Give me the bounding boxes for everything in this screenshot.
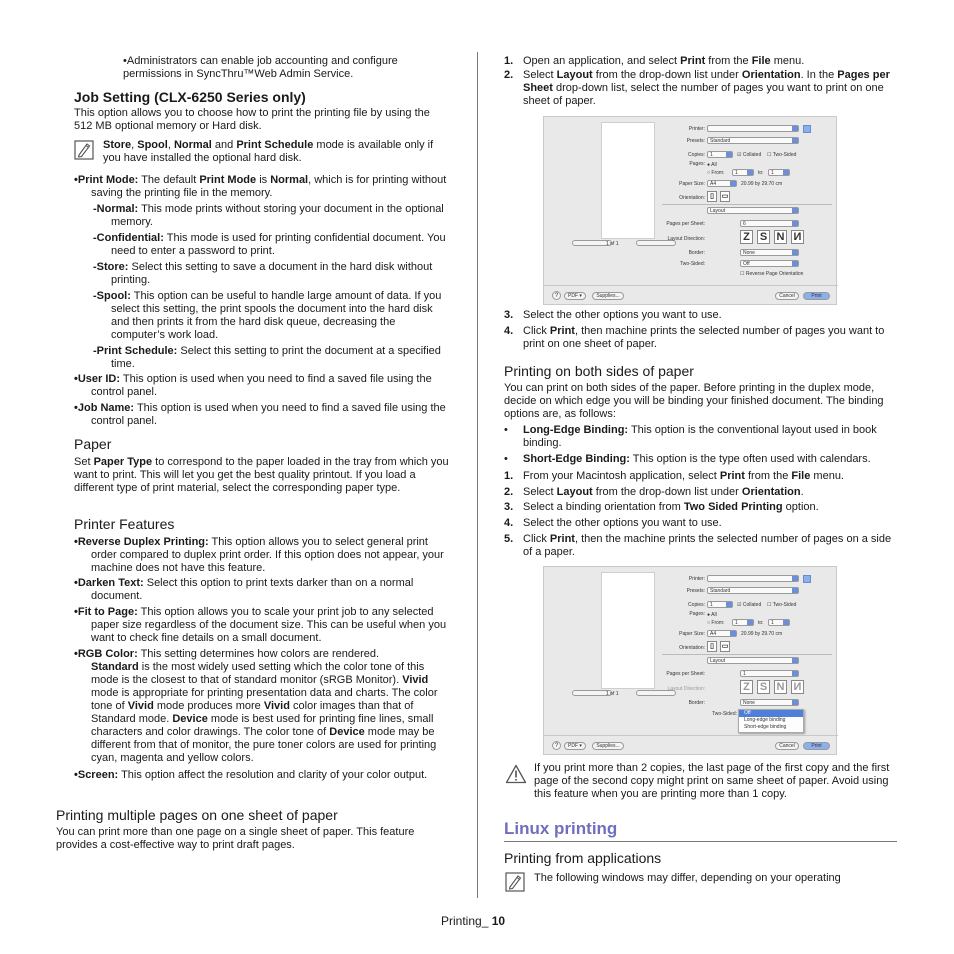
step-b-3: 3. Select the other options you want to use. bbox=[504, 309, 722, 321]
paper-dimensions-2: 20.99 by 29.70 cm bbox=[741, 631, 783, 637]
reverse-orientation-checkbox: ☐ Reverse Page Orientation bbox=[740, 271, 804, 277]
job-name-item: •Job Name: This option is used when you need to find a saved file using the control panel. bbox=[74, 402, 446, 427]
menu-off: Off bbox=[739, 710, 803, 717]
spool-item: -Spool: This option can be useful to handle large amount of data. If you select this setting, the print spools the document into the hard disk and then prints it from the hard disk queue, decreasing the computer’s work load. bbox=[93, 290, 442, 341]
border-select: None bbox=[740, 249, 799, 256]
duplex-heading: Printing on both sides of paper bbox=[504, 363, 694, 379]
linux-heading-rule bbox=[504, 841, 897, 842]
step-c-2: 2. Select Layout from the drop-down list under Orientation. bbox=[504, 486, 804, 498]
border-select-2: None bbox=[740, 699, 799, 706]
multi-pages-heading: Printing multiple pages on one sheet of paper bbox=[56, 807, 338, 823]
page-preview-2 bbox=[601, 572, 655, 689]
copies-field-2: 1 bbox=[707, 601, 733, 608]
pages-from-radio: ○ From: bbox=[707, 170, 725, 176]
from-field: 1 bbox=[732, 169, 754, 176]
print-button: Print bbox=[803, 292, 830, 300]
job-setting-heading: Job Setting (CLX-6250 Series only) bbox=[74, 89, 306, 105]
direction-u-icon-2: И bbox=[791, 680, 804, 694]
direction-z-icon-2: Z bbox=[740, 680, 753, 694]
two-sided-label: Two-Sided: bbox=[679, 261, 705, 267]
cancel-button-2: Cancel bbox=[775, 742, 799, 750]
help-button: ? bbox=[552, 291, 561, 300]
pps-select: 6 bbox=[740, 220, 799, 227]
pages-all-radio: ● All bbox=[707, 162, 717, 168]
page-counter: 1 of 1 bbox=[606, 241, 619, 247]
fit-to-page-item: •Fit to Page: This option allows you to scale your print job to any selected paper size regardless of the document size. This can be useful when you want to check fine details on a small document. bbox=[74, 606, 447, 644]
printer-label-2: Printer: bbox=[688, 576, 705, 582]
presets-label-2: Presets: bbox=[686, 588, 705, 594]
paper-size-label-2: Paper Size: bbox=[679, 631, 705, 637]
print-dialog-duplex-screenshot bbox=[543, 566, 837, 755]
page-footer: Printing_ 10 bbox=[441, 914, 506, 928]
page-preview bbox=[601, 122, 655, 239]
help-button-2: ? bbox=[552, 741, 561, 750]
to-label-2: to: bbox=[758, 620, 764, 626]
note-icon bbox=[505, 872, 525, 892]
direction-n-icon-2: N bbox=[774, 680, 787, 694]
store-item: -Store: Select this setting to save a document in the hard disk without printing. bbox=[93, 261, 433, 286]
normal-item: -Normal: This mode prints without storing your document in the optional memory. bbox=[93, 203, 444, 228]
expand-button-2 bbox=[803, 575, 811, 583]
column-divider bbox=[477, 52, 478, 898]
landscape-icon: ▭ bbox=[721, 193, 729, 200]
two-sided-select: Off bbox=[740, 260, 799, 267]
menu-long-edge: Long-edge binding bbox=[744, 717, 786, 723]
menu-short-edge: Short-edge binding bbox=[744, 724, 787, 730]
apps-heading: Printing from applications bbox=[504, 850, 662, 866]
pps-label-2: Pages per Sheet: bbox=[666, 671, 705, 677]
admin-bullet: •Administrators can enable job accounting and configure permissions in SyncThru™Web Admin Service. bbox=[123, 55, 398, 80]
screen-item: •Screen: This option affect the resolution and clarity of your color output. bbox=[74, 769, 428, 781]
note-icon bbox=[74, 140, 94, 160]
supplies-button: Supplies... bbox=[592, 292, 624, 300]
border-label-2: Border: bbox=[688, 700, 705, 706]
step-c-3: 3. Select a binding orientation from Two Sided Printing option. bbox=[504, 501, 819, 513]
linux-printing-heading: Linux printing bbox=[504, 819, 618, 838]
layout-select: Layout bbox=[707, 207, 799, 214]
print-mode-item: •Print Mode: The default Print Mode is Normal, which is for printing without saving the printing file in the memory. bbox=[74, 174, 447, 199]
direction-z-icon: Z bbox=[740, 230, 753, 244]
copies-label: Copies: bbox=[688, 152, 705, 158]
paper-size-label: Paper Size: bbox=[679, 181, 705, 187]
landscape-icon-2: ▭ bbox=[721, 643, 729, 650]
to-field-2: 1 bbox=[768, 619, 790, 626]
two-sided-checkbox-2: ☐ Two-Sided bbox=[767, 602, 797, 608]
step-c-1: 1. From your Macintosh application, select Print from the File menu. bbox=[504, 470, 844, 482]
warning-icon bbox=[505, 764, 527, 784]
printer-label: Printer: bbox=[688, 126, 705, 132]
confidential-item: -Confidential: This mode is used for printing confidential document. You need to enter a password to print. bbox=[93, 232, 446, 257]
collated-checkbox: ☑ Collated bbox=[737, 152, 762, 158]
print-dialog-layout-screenshot bbox=[543, 116, 837, 305]
supplies-button-2: Supplies... bbox=[592, 742, 624, 750]
two-sided-checkbox: ☐ Two-Sided bbox=[767, 152, 797, 158]
pdf-button-2: PDF ▾ bbox=[564, 742, 586, 750]
layout-select-2: Layout bbox=[707, 657, 799, 664]
rgb-color-details: Standard is the most widely used setting which the color tone of this mode is the closest to that of standard monitor (sRGB Monitor). Vivid mode is appropriate for printing presentation data and charts. The color tone of Vivid mode produces more Vivid color images than that of Standard mode. Device mode is best used for printing fine lines, small characters and color drawings. The color tone of Device mode may be different from that of monitor, the pure toner colors are used for printing cyan, magenta and yellow colors. bbox=[91, 661, 438, 764]
layout-direction-label: Layout Direction: bbox=[667, 236, 705, 242]
portrait-icon-2: ▯ bbox=[707, 641, 717, 652]
multi-pages-text: You can print more than one page on a single sheet of paper. This feature provides a cost-effective way to print draft pages. bbox=[56, 826, 415, 851]
direction-s-icon-2: S bbox=[757, 680, 770, 694]
portrait-icon: ▯ bbox=[707, 191, 717, 202]
pages-from-radio-2: ○ From: bbox=[707, 620, 725, 626]
orientation-label-2: Orientation: bbox=[679, 645, 705, 651]
border-label: Border: bbox=[688, 250, 705, 256]
presets-label: Presets: bbox=[686, 138, 705, 144]
print-schedule-item: -Print Schedule: Select this setting to print the document at a specified time. bbox=[93, 345, 441, 370]
copies-field: 1 bbox=[707, 151, 733, 158]
two-sided-label-2: Two-Sided: bbox=[711, 711, 737, 717]
pages-label: Pages: bbox=[689, 161, 705, 167]
step-c-4: 4. Select the other options you want to use. bbox=[504, 517, 722, 529]
cancel-button: Cancel bbox=[775, 292, 799, 300]
pdf-button: PDF ▾ bbox=[564, 292, 586, 300]
apps-note: The following windows may differ, depending on your operating bbox=[534, 872, 841, 884]
to-label: to: bbox=[758, 170, 764, 176]
direction-s-icon: S bbox=[757, 230, 770, 244]
job-setting-intro: This option allows you to choose how to print the printing file by using the 512 MB optional memory or Hard disk. bbox=[74, 107, 430, 132]
step-c-5: 5. Click Print, then the machine prints the selected number of pages on a side of a paper. bbox=[504, 533, 892, 558]
step-a-2: 2. Select Layout from the drop-down list under Orientation. In the Pages per Sheet drop-down list, select the number of pages you want to print on one sheet of paper. bbox=[504, 69, 890, 107]
orientation-label: Orientation: bbox=[679, 195, 705, 201]
step-b-4: 4. Click Print, then machine prints the selected number of pages you want to print on one sheet of paper. bbox=[504, 325, 885, 350]
pages-label-2: Pages: bbox=[689, 611, 705, 617]
duplex-intro: You can print on both sides of the paper. Before printing in the duplex mode, decide on which edge you will be binding your finished document. The binding options are, as follows: bbox=[504, 382, 884, 420]
two-sided-dropdown-menu bbox=[738, 709, 804, 733]
long-edge-item: • Long-Edge Binding: This option is the conventional layout used in book binding. bbox=[504, 424, 877, 449]
footer-separator bbox=[544, 285, 838, 286]
user-id-item: •User ID: This option is used when you need to find a saved file using the control panel. bbox=[74, 373, 432, 398]
printer-select bbox=[707, 125, 799, 132]
pps-select-2: 1 bbox=[740, 670, 799, 677]
to-field: 1 bbox=[768, 169, 790, 176]
page-counter-2: 1 of 1 bbox=[606, 691, 619, 697]
dialog-separator bbox=[662, 204, 832, 205]
dialog-separator-2 bbox=[662, 654, 832, 655]
warning-text: If you print more than 2 copies, the last page of the first copy and the first page of the second copy might print on same sheet of paper. Avoid using this feature when you are printing more than 1 copy. bbox=[534, 762, 890, 800]
paper-heading: Paper bbox=[74, 436, 112, 452]
job-setting-note: Store, Spool, Normal and Print Schedule mode is available only if you have installed the optional hard disk. bbox=[103, 139, 434, 164]
step-a-1: 1. Open an application, and select Print from the File menu. bbox=[504, 55, 805, 67]
rgb-color-item: •RGB Color: This setting determines how colors are rendered. bbox=[74, 648, 380, 660]
layout-direction-label-2: Layout Direction: bbox=[667, 686, 705, 692]
pps-label: Pages per Sheet: bbox=[666, 221, 705, 227]
collated-checkbox-2: ☑ Collated bbox=[737, 602, 762, 608]
paper-size-select-2: A4 bbox=[707, 630, 737, 637]
printer-features-heading: Printer Features bbox=[74, 516, 175, 532]
pages-all-radio-2: ● All bbox=[707, 612, 717, 618]
short-edge-item: • Short-Edge Binding: This option is the type often used with calendars. bbox=[504, 453, 871, 465]
presets-select: Standard bbox=[707, 137, 799, 144]
from-field-2: 1 bbox=[732, 619, 754, 626]
footer-separator-2 bbox=[544, 735, 838, 736]
direction-n-icon: N bbox=[774, 230, 787, 244]
printer-select-2 bbox=[707, 575, 799, 582]
paper-text: Set Paper Type to correspond to the paper loaded in the tray from which you want to print. This will let you get the best quality printout. If you load a different type of print material, select the corresponding paper type. bbox=[74, 456, 449, 494]
expand-button bbox=[803, 125, 811, 133]
paper-size-select: A4 bbox=[707, 180, 737, 187]
copies-label-2: Copies: bbox=[688, 602, 705, 608]
darken-text-item: •Darken Text: Select this option to print texts darker than on a normal document. bbox=[74, 577, 414, 602]
reverse-duplex-item: •Reverse Duplex Printing: This option allows you to select general print order compared to duplex print order. If this option does not appear, your machine does not have this feature. bbox=[74, 536, 444, 574]
direction-u-icon: И bbox=[791, 230, 804, 244]
print-button-2: Print bbox=[803, 742, 830, 750]
presets-select-2: Standard bbox=[707, 587, 799, 594]
paper-dimensions: 20.99 by 29.70 cm bbox=[741, 181, 783, 187]
